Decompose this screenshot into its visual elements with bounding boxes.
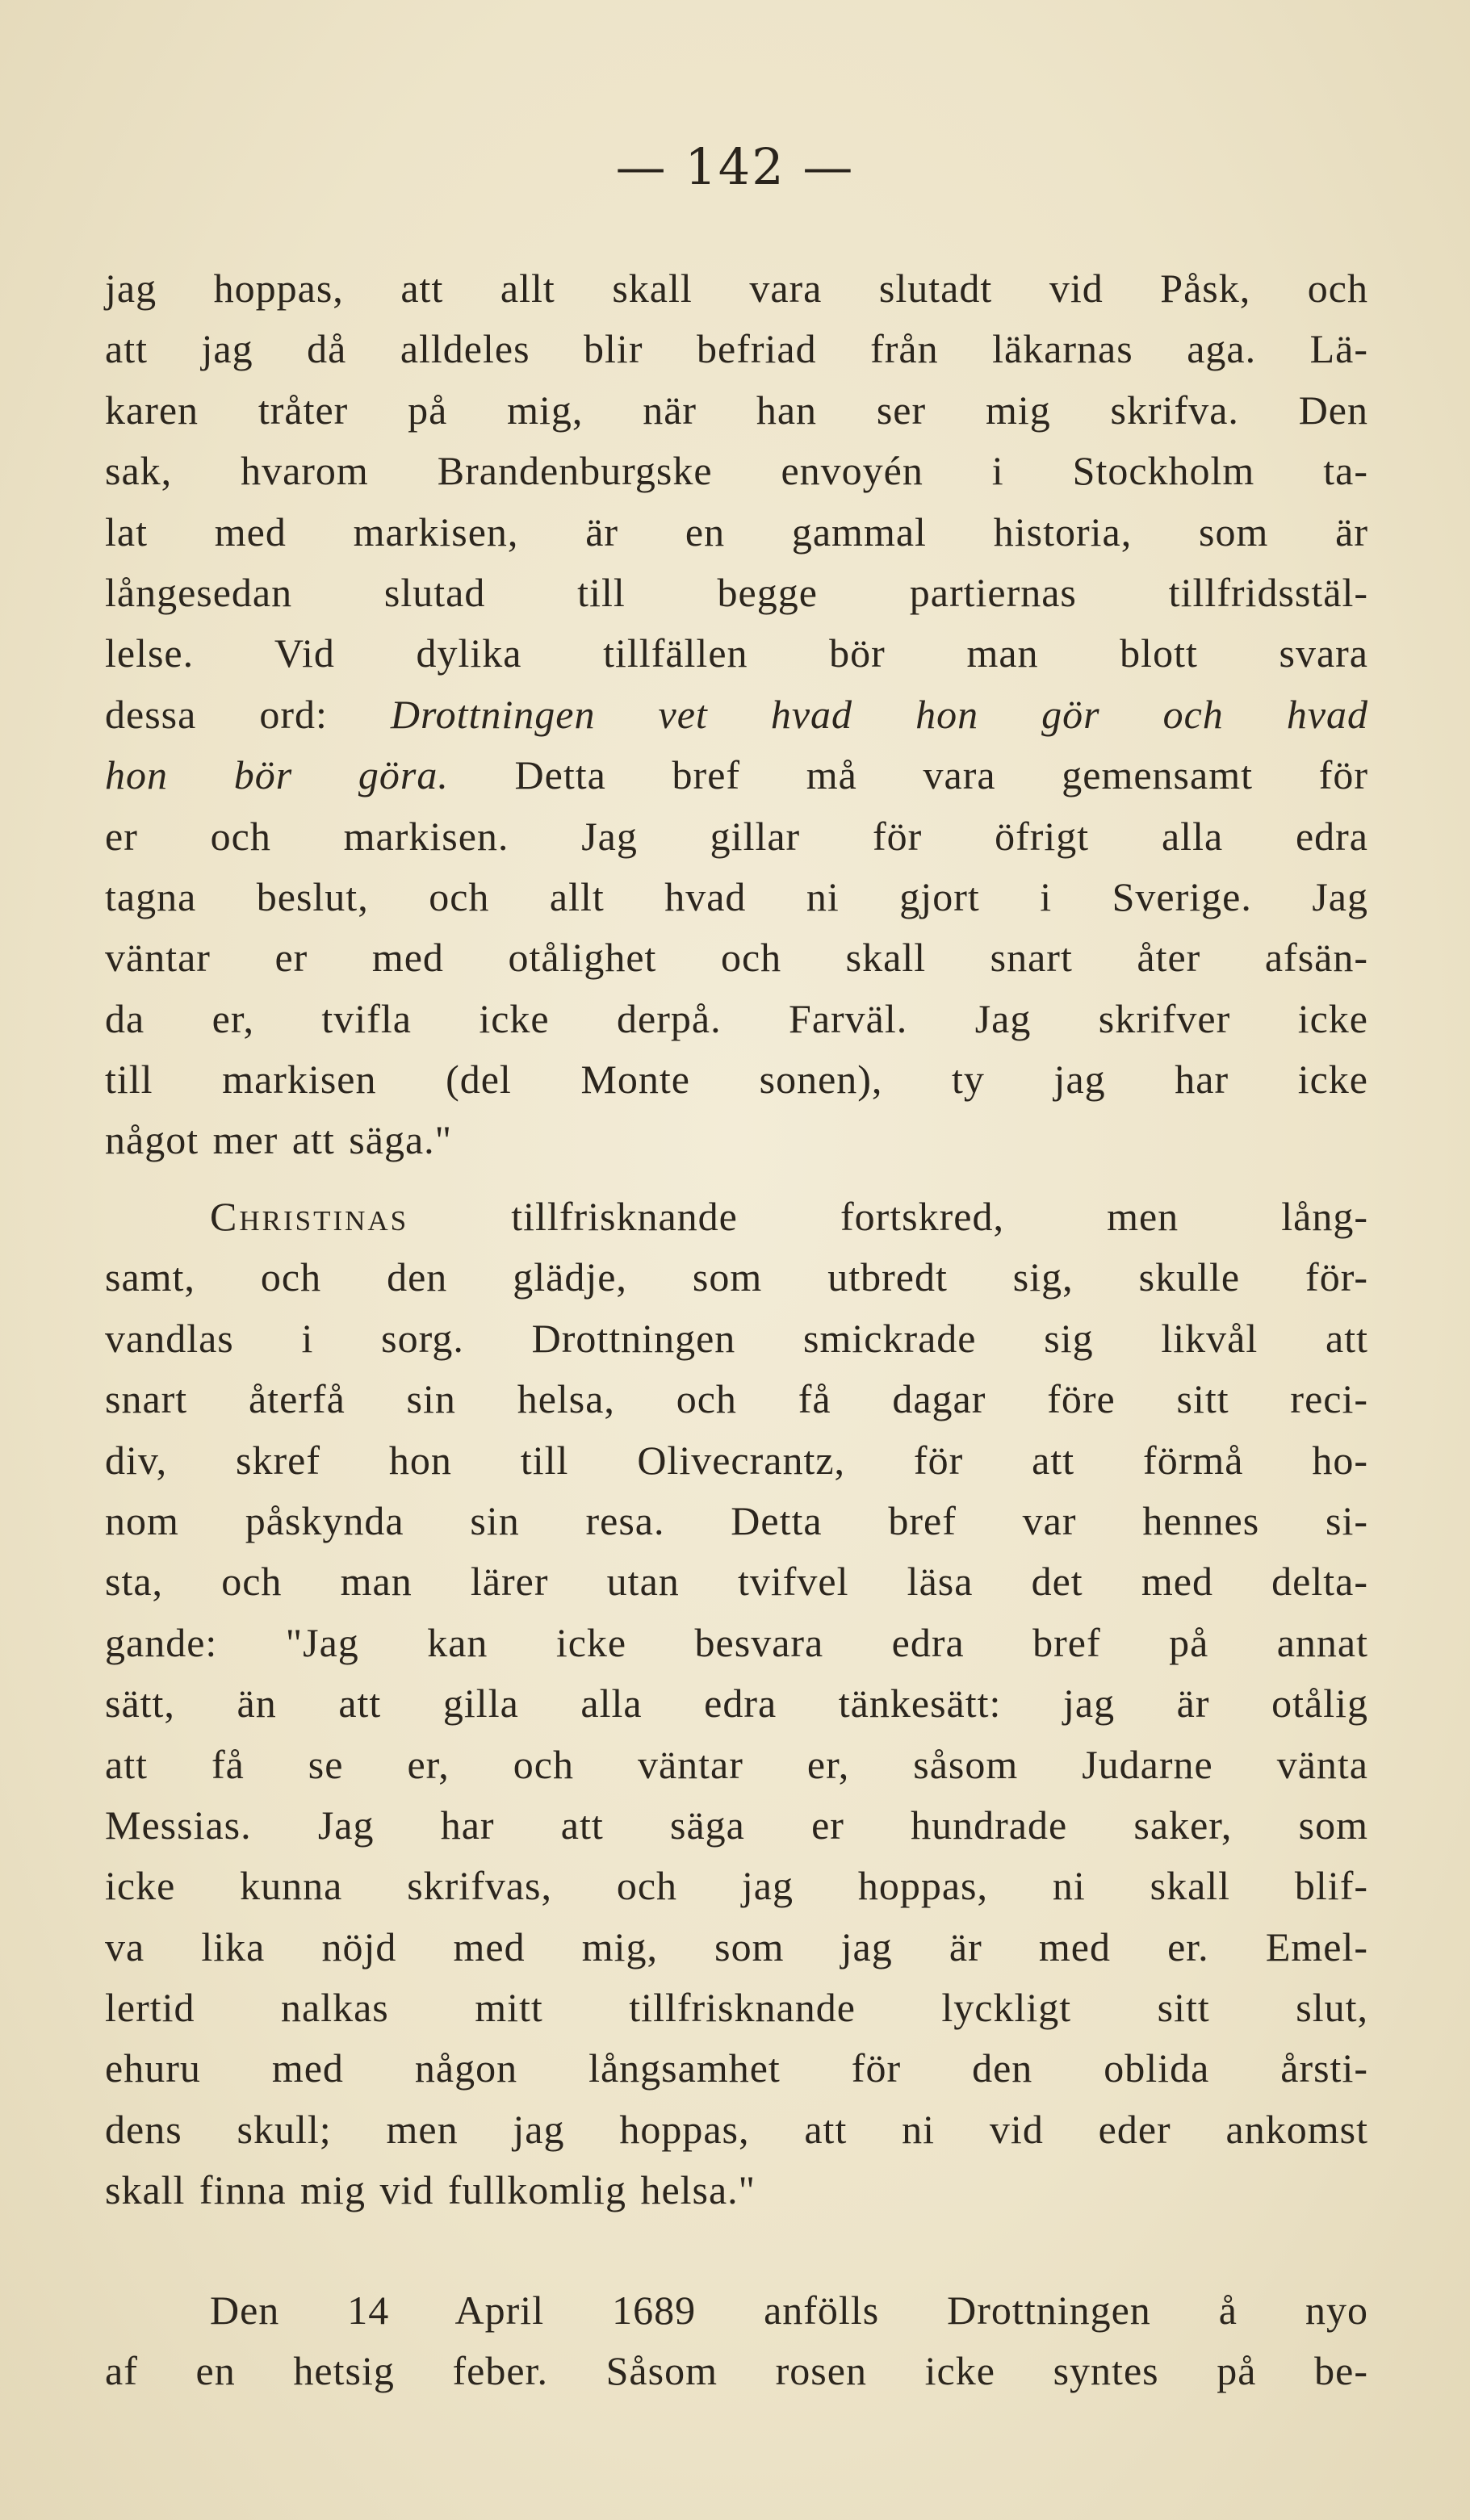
paragraph-letter-end bbox=[105, 258, 1368, 1171]
text-line: gande: "Jag kan icke besvara edra bref på annat bbox=[105, 1619, 1368, 1665]
text-span: Detta bref må vara gemensamt för bbox=[448, 752, 1368, 798]
text-line: div, skref hon till Olivecrantz, för att förmå ho- bbox=[105, 1437, 1368, 1483]
text-line: Den 14 April 1689 anfölls Drottningen å nyo bbox=[210, 2288, 1368, 2333]
text-line: va lika nöjd med mig, som jag är med er. Emel- bbox=[105, 1923, 1368, 1970]
text-line: skall finna mig vid fullkomlig helsa." bbox=[105, 2167, 756, 2213]
italic-quote: Drottningen vet hvad hon gör och hvad bbox=[390, 691, 1369, 737]
text-line: väntar er med otålighet och skall snart åter afsän- bbox=[105, 935, 1368, 981]
text-line: lelse. Vid dylika tillfällen bör man blott svara bbox=[105, 630, 1368, 676]
text-line: nom påskynda sin resa. Detta bref var hennes si- bbox=[105, 1497, 1368, 1543]
text-line: lertid nalkas mitt tillfrisknande lyckligt sitt slut, bbox=[105, 1985, 1368, 2031]
text-line: da er, tvifla icke derpå. Farväl. Jag skrifver icke bbox=[105, 995, 1368, 1041]
paragraph-christina-recovery bbox=[105, 1187, 1368, 2221]
text-line bbox=[105, 1187, 1368, 1247]
text-line: att få se er, och väntar er, såsom Judarne vänta bbox=[105, 1741, 1368, 1787]
text-line: er och markisen. Jag gillar för öfrigt alla edra bbox=[105, 813, 1368, 859]
text-line: något mer att säga." bbox=[105, 1117, 453, 1163]
text-span: dessa ord: bbox=[105, 691, 391, 737]
text-line: till markisen (del Monte sonen), ty jag har icke bbox=[105, 1057, 1368, 1103]
text-line: samt, och den glädje, som utbredt sig, skulle för- bbox=[105, 1254, 1368, 1300]
text-line: lat med markisen, är en gammal historia, som är bbox=[105, 509, 1368, 555]
small-caps-name: Christinas bbox=[210, 1194, 409, 1239]
text-line: af en hetsig feber. Såsom rosen icke syntes på be- bbox=[105, 2348, 1368, 2394]
text-line: vandlas i sorg. Drottningen smickrade sig likvål att bbox=[105, 1315, 1368, 1361]
italic-quote-end: hon bör göra. bbox=[105, 752, 449, 798]
page-number: — 142 — bbox=[615, 137, 855, 196]
text-line: tagna beslut, och allt hvad ni gjort i Sverige. Jag bbox=[105, 873, 1368, 919]
text-line: jag hoppas, att allt skall vara slutadt vid Påsk, och bbox=[105, 266, 1368, 311]
text-span: tillfrisknande fortskred, men lång- bbox=[408, 1194, 1368, 1239]
text-line bbox=[105, 684, 1368, 745]
text-line: snart återfå sin helsa, och få dagar före sitt reci- bbox=[105, 1376, 1368, 1422]
text-line: sak, hvarom Brandenburgske envoyén i Stockholm ta- bbox=[105, 448, 1368, 494]
text-line: långesedan slutad till begge partiernas tillfridsstäl- bbox=[105, 569, 1368, 615]
text-line: ehuru med någon långsamhet för den oblida årsti- bbox=[105, 2045, 1368, 2091]
text-line bbox=[105, 745, 1368, 806]
text-line: sta, och man lärer utan tvifvel läsa det med delta- bbox=[105, 1559, 1368, 1605]
text-line: karen tråter på mig, när han ser mig skrifva. Den bbox=[105, 387, 1368, 433]
paragraph-april-1689 bbox=[105, 2280, 1368, 2402]
text-line: att jag då alldeles blir befriad från läkarnas aga. Lä- bbox=[105, 326, 1368, 372]
text-line: sätt, än att gilla alla edra tänkesätt: jag är otålig bbox=[105, 1681, 1368, 1727]
text-line: icke kunna skrifvas, och jag hoppas, ni skall blif- bbox=[105, 1863, 1368, 1909]
text-line: Messias. Jag har att säga er hundrade saker, som bbox=[105, 1802, 1368, 1848]
text-line: dens skull; men jag hoppas, att ni vid eder ankomst bbox=[105, 2106, 1368, 2152]
